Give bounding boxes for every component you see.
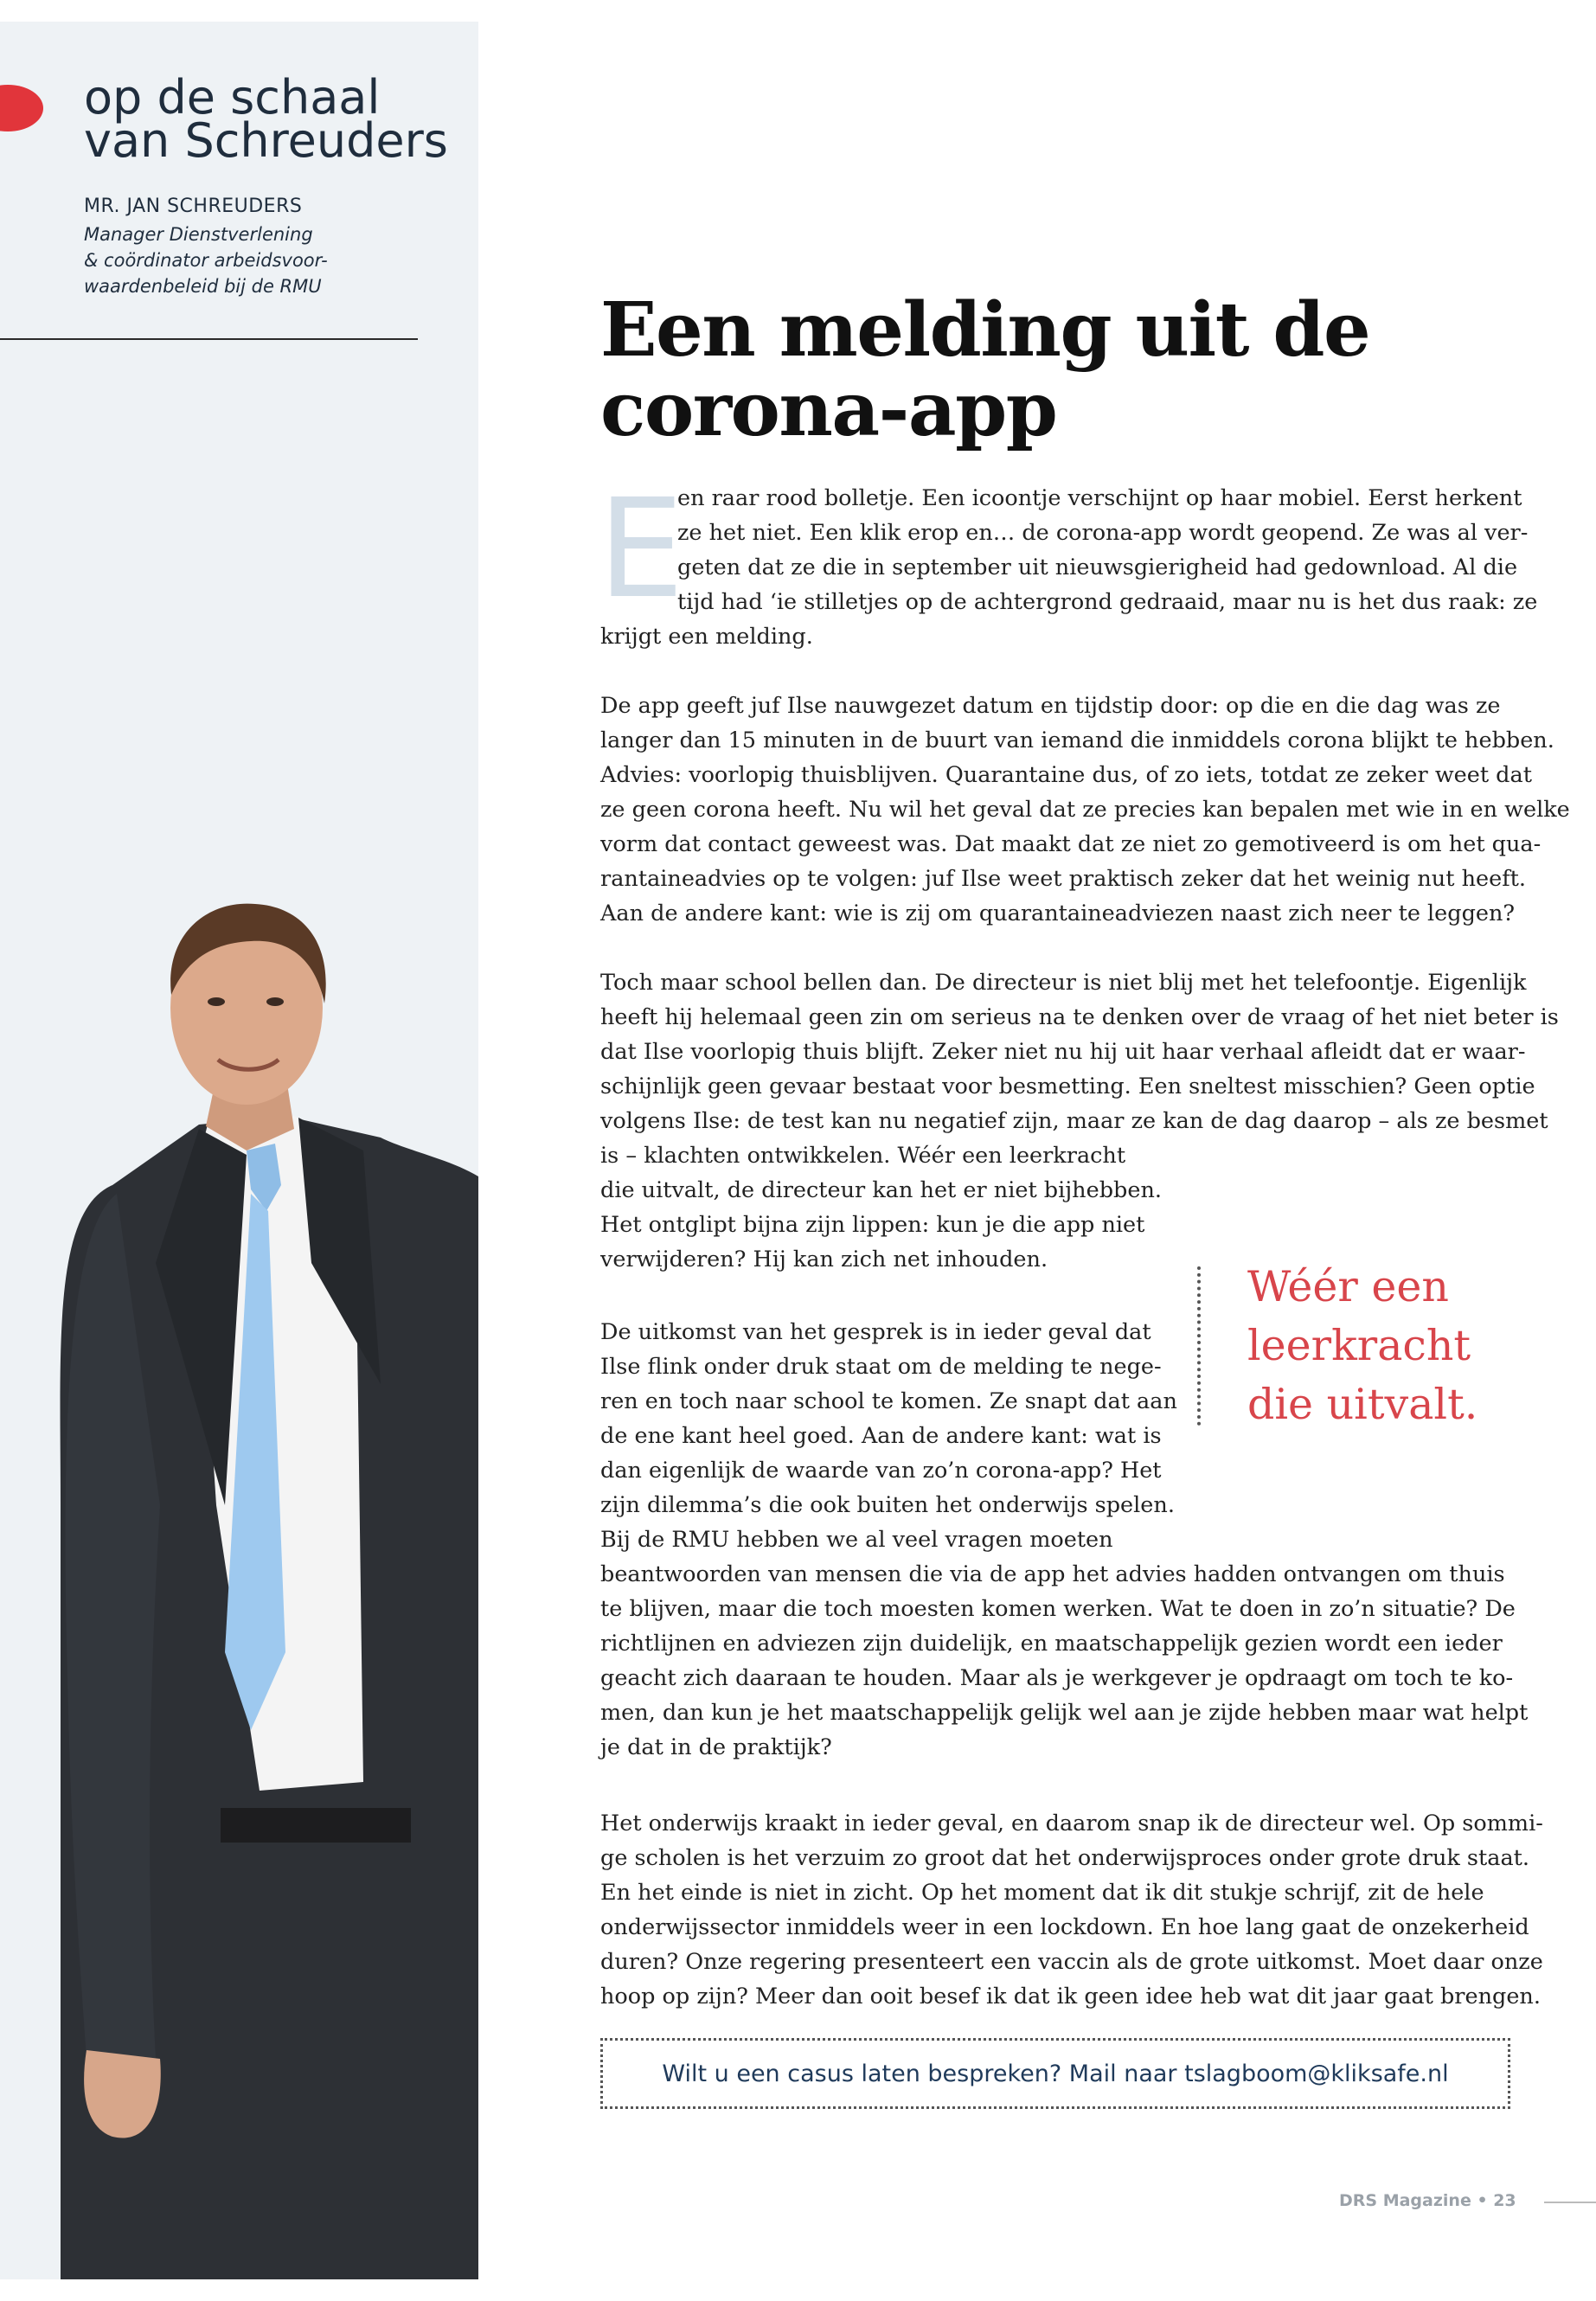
column-title-line: op de schaal: [84, 70, 381, 125]
body-line: hoop op zijn? Meer dan ooit besef ik dat ik geen idee heb wat dit jaar gaat brengen.: [600, 1984, 1541, 2009]
pullquote-line: leerkracht: [1247, 1321, 1471, 1370]
body-line: ze het niet. Een klik erop en… de corona-app wordt geopend. Ze was al ver-: [677, 520, 1529, 546]
cta-mail-link[interactable]: Wilt u een casus laten bespreken? Mail naar tslagboom@kliksafe.nl: [662, 2060, 1449, 2087]
body-line: geacht zich daaraan te houden. Maar als je werkgever je opdraagt om toch te ko-: [600, 1665, 1514, 1691]
body-line: men, dan kun je het maatschappelijk gelijk wel aan je zijde hebben maar wat helpt: [600, 1700, 1529, 1726]
footer-rule: [1544, 2202, 1596, 2203]
body-line: tijd had ‘ie stilletjes op de achtergrond gedraaid, maar nu is het dus raak: ze: [677, 589, 1538, 615]
headline-line: Een melding uit de: [600, 286, 1370, 374]
body-line: is – klachten ontwikkelen. Wéér een leerkracht: [600, 1143, 1126, 1169]
author-portrait: [0, 900, 478, 2279]
body-line: te blijven, maar die toch moesten komen werken. Wat te doen in zo’n situatie? De: [600, 1596, 1516, 1622]
body-line: die uitvalt, de directeur kan het er niet bijhebben.: [600, 1177, 1162, 1203]
body-line: en raar rood bolletje. Een icoontje verschijnt op haar mobiel. Eerst herkent: [677, 485, 1522, 511]
body-line: ren en toch naar school te komen. Ze snapt dat aan: [600, 1388, 1177, 1414]
body-line: beantwoorden van mensen die via de app het advies hadden ontvangen om thuis: [600, 1561, 1505, 1587]
paragraph-intro: [600, 481, 1591, 654]
article-headline: [600, 286, 1552, 453]
body-line: Ilse flink onder druk staat om de melding te nege-: [600, 1354, 1162, 1380]
column-title-line: van Schreuders: [84, 113, 448, 168]
body-line: zijn dilemma’s die ook buiten het onderwijs spelen.: [600, 1492, 1175, 1518]
paragraph-2: [600, 689, 1570, 931]
body-line: krijgt een melding.: [600, 624, 813, 650]
body-line: De app geeft juf Ilse nauwgezet datum en tijdstip door: op die en die dag was ze: [600, 693, 1501, 719]
body-line: dan eigenlijk de waarde van zo’n corona-app? Het: [600, 1458, 1162, 1484]
body-line: vorm dat contact geweest was. Dat maakt dat ze niet zo gemotiveerd is om het qua-: [600, 831, 1542, 857]
pullquote-line: Wéér een: [1247, 1262, 1449, 1311]
body-line: dat Ilse voorlopig thuis blijft. Zeker niet nu hij uit haar verhaal afleidt dat er waar-: [600, 1039, 1526, 1065]
body-line: En het einde is niet in zicht. Op het moment dat ik dit stukje schrijf, zit de hele: [600, 1880, 1484, 1906]
author-role-line: waardenbeleid bij de RMU: [84, 276, 322, 297]
cta-box: [600, 2038, 1510, 2109]
body-line: duren? Onze regering presenteert een vaccin als de grote uitkomst. Moet daar onze: [600, 1949, 1543, 1975]
body-line: Bij de RMU hebben we al veel vragen moeten: [600, 1527, 1113, 1553]
paragraph-3: [600, 965, 1559, 1277]
drop-cap: E: [598, 470, 684, 629]
paragraph-4: [600, 1315, 1529, 1765]
body-line: rantaineadvies op te volgen: juf Ilse weet praktisch zeker dat het weinig nut heeft.: [600, 866, 1526, 892]
body-line: richtlijnen en adviezen zijn duidelijk, en maatschappelijk gezien wordt een ieder: [600, 1631, 1503, 1657]
pullquote-line: die uitvalt.: [1247, 1380, 1478, 1429]
body-line: volgens Ilse: de test kan nu negatief zijn, maar ze kan de dag daarop – als ze besmet: [600, 1108, 1548, 1134]
body-line: verwijderen? Hij kan zich net inhouden.: [600, 1247, 1048, 1272]
body-line: Het onderwijs kraakt in ieder geval, en daarom snap ik de directeur wel. Op sommi-: [600, 1811, 1543, 1836]
body-line: heeft hij helemaal geen zin om serieus na te denken over de vraag of het niet beter is: [600, 1004, 1559, 1030]
paragraph-5: [600, 1806, 1543, 2014]
body-line: Aan de andere kant: wie is zij om quarantaineadviezen naast zich neer te leggen?: [600, 901, 1516, 926]
body-line: Het ontglipt bijna zijn lippen: kun je die app niet: [600, 1212, 1145, 1238]
author-role-line: & coördinator arbeidsvoor-: [84, 250, 328, 271]
column-title: [84, 70, 465, 168]
body-line: De uitkomst van het gesprek is in ieder geval dat: [600, 1319, 1151, 1345]
body-line: Advies: voorlopig thuisblijven. Quarantaine dus, of zo iets, totdat ze zeker weet dat: [600, 762, 1532, 788]
body-line: geten dat ze die in september uit nieuwsgierigheid had gedownload. Al die: [677, 554, 1518, 580]
body-line: ze geen corona heeft. Nu wil het geval dat ze precies kan bepalen met wie in en welke: [600, 797, 1570, 823]
body-line: schijnlijk geen gevaar bestaat voor besmetting. Een sneltest misschien? Geen optie: [600, 1074, 1535, 1099]
headline-line: corona-app: [600, 366, 1057, 453]
body-line: Toch maar school bellen dan. De directeur is niet blij met het telefoontje. Eigenlijk: [600, 970, 1527, 996]
author-name: MR. JAN SCHREUDERS: [84, 195, 303, 217]
body-line: ge scholen is het verzuim zo groot dat het onderwijsproces onder grote druk staat.: [600, 1845, 1530, 1871]
page-footer: DRS Magazine • 23: [1339, 2191, 1516, 2210]
author-role-line: Manager Dienstverlening: [84, 224, 313, 245]
body-line: je dat in de praktijk?: [600, 1734, 832, 1760]
author-role: [84, 221, 369, 299]
body-line: langer dan 15 minuten in de buurt van iemand die inmiddels corona blijkt te hebben.: [600, 727, 1554, 753]
sidebar-divider: [0, 338, 418, 340]
body-line: de ene kant heel goed. Aan de andere kant: wat is: [600, 1423, 1162, 1449]
body-line: onderwijssector inmiddels weer in een lockdown. En hoe lang gaat de onzekerheid: [600, 1914, 1529, 1940]
